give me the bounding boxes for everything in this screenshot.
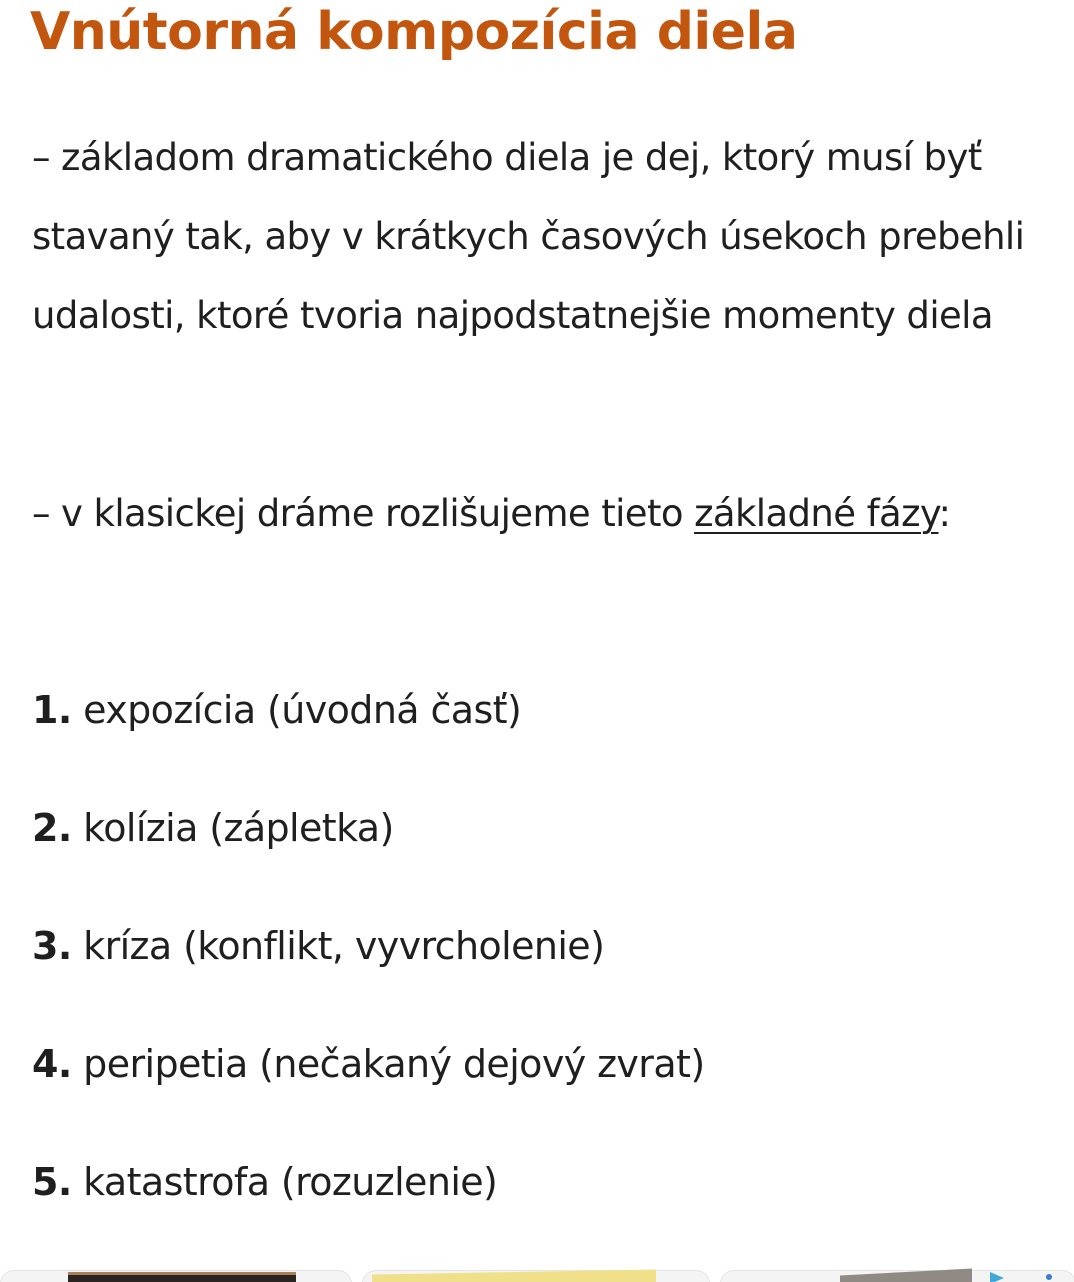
list-item-number: 5. <box>32 1160 72 1204</box>
intro-paragraph: – základom dramatického diela je dej, ktorý musí byť stavaný tak, aby v krátkych časových úsekoch prebehli udalosti, ktoré tvoria najpodstatnejšie momenty diela <box>32 136 1025 337</box>
list-item <box>32 685 521 735</box>
list-item <box>32 921 604 971</box>
list-item-text: katastrofa (rozuzlenie) <box>71 1160 498 1204</box>
list-item-number: 1. <box>32 688 72 732</box>
play-icon[interactable] <box>990 1272 1004 1282</box>
list-item-text: expozícia (úvodná časť) <box>71 688 522 732</box>
list-item-number: 3. <box>32 924 72 968</box>
list-item-number: 4. <box>32 1042 72 1086</box>
related-card-thumbnail <box>68 1272 296 1282</box>
list-item <box>32 803 394 853</box>
related-content-strip <box>0 1262 1074 1282</box>
list-item-text: kríza (konflikt, vyvrcholenie) <box>71 924 605 968</box>
list-item <box>32 1039 705 1089</box>
phases-lead-text: – v klasickej dráme rozlišujeme tieto <box>32 492 695 535</box>
list-item-number: 2. <box>32 806 72 850</box>
phases-colon: : <box>938 492 951 535</box>
list-item-text: kolízia (zápletka) <box>71 806 394 850</box>
list-item-text: peripetia (nečakaný dejový zvrat) <box>71 1042 705 1086</box>
dot-icon <box>1046 1274 1052 1280</box>
phases-paragraph <box>32 474 1062 553</box>
page-title: Vnútorná kompozícia diela <box>30 2 798 62</box>
list-item <box>32 1157 497 1207</box>
phases-link[interactable]: základné fázy <box>694 492 939 535</box>
